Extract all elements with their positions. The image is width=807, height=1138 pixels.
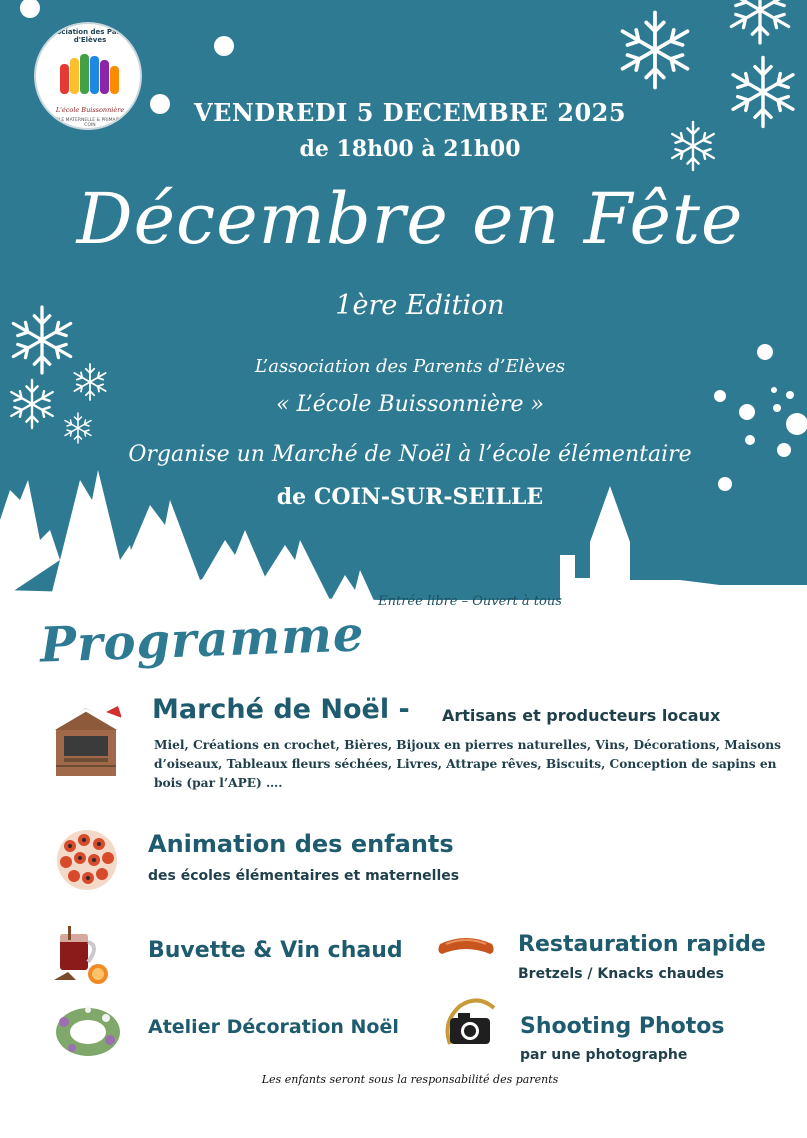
event-hours: de 18h00 à 21h00 <box>299 136 521 162</box>
edition-label: 1ère Edition <box>335 290 505 321</box>
wreath-icon <box>48 1000 128 1064</box>
children-icon <box>52 824 122 894</box>
entry-note: Entrée libre – Ouvert à tous <box>378 594 562 609</box>
animation-title: Animation des enfants <box>148 830 454 858</box>
marche-title: Marché de Noël - <box>152 694 410 725</box>
buvette-title: Buvette & Vin chaud <box>148 938 403 963</box>
restauration-subtitle: Bretzels / Knacks chaudes <box>518 966 725 982</box>
snowflake-icon <box>672 122 714 170</box>
mulled-wine-icon <box>50 922 120 986</box>
event-title: Décembre en Fête <box>76 178 744 260</box>
snowflake-icon <box>731 0 788 43</box>
organise-text: Organise un Marché de Noël à l’école élémentaire <box>128 442 692 467</box>
snowflake-icon <box>733 58 793 127</box>
camera-icon <box>438 992 508 1058</box>
snowflake-icon <box>11 380 53 428</box>
programme-heading: Programme <box>39 606 366 674</box>
animation-subtitle: des écoles élémentaires et maternelles <box>148 868 460 884</box>
marche-description: Miel, Créations en crochet, Bières, Bijoux en pierres naturelles, Vins, Décorations, Maisons d’oiseaux, Tableaux fleurs séchées, Livres, Attrape rêves, Biscuits, Conception de sapins en bois (par l’APE) …. <box>154 738 781 790</box>
hands-icon <box>58 54 122 98</box>
town-name: de COIN-SUR-SEILLE <box>276 484 544 510</box>
market-stall-icon <box>48 702 124 780</box>
school-name: « L’école Buissonnière » <box>276 392 544 417</box>
snowflake-icon <box>623 13 688 88</box>
logo-name: L'école Buissonnière <box>55 106 125 114</box>
snowflake-icon <box>13 307 70 373</box>
restauration-title: Restauration rapide <box>518 932 766 957</box>
marche-subtitle: Artisans et producteurs locaux <box>442 706 721 725</box>
footer-note: Les enfants seront sous la responsabilité des parents <box>261 1073 559 1086</box>
shooting-title: Shooting Photos <box>520 1014 725 1039</box>
event-date: VENDREDI 5 DECEMBRE 2025 <box>193 98 627 127</box>
atelier-title: Atelier Décoration Noël <box>148 1016 399 1038</box>
association-name: L’association des Parents d’Elèves <box>254 356 566 377</box>
sausage-icon <box>434 930 498 966</box>
logo-subtitle: ÉCOLE MATERNELLE & PRIMAIRE DE COIN <box>49 118 131 128</box>
shooting-subtitle: par une photographe <box>520 1047 688 1063</box>
association-logo <box>34 22 142 130</box>
snowflake-icon <box>65 413 91 443</box>
logo-arc-text: Association des Parents d'Elèves <box>42 28 138 44</box>
